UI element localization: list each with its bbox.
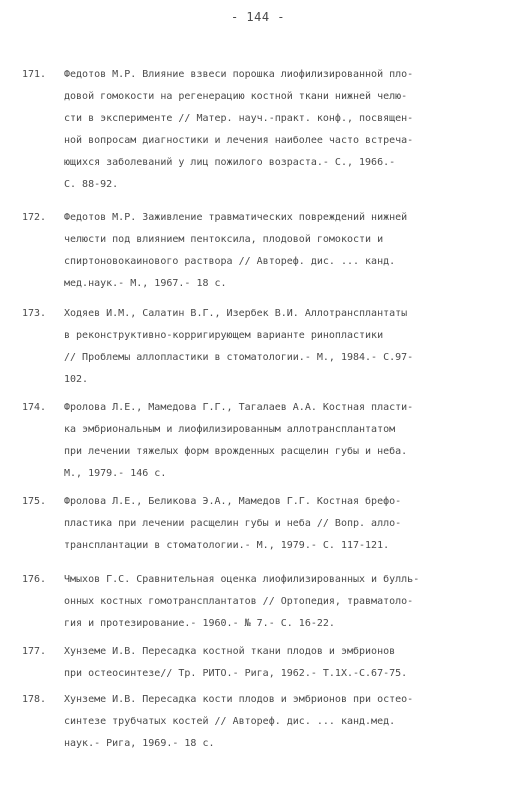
entry-number: 176. [22, 574, 47, 585]
entry-line: сти в эксперименте // Матер. науч.-практ. конф., посвящен- [64, 113, 414, 124]
entry-line: при остеосинтезе// Тр. РИТО.- Рига, 1962.- Т.1Х.-С.67-75. [64, 668, 408, 679]
entry-line: Фролова Л.Е., Мамедова Г.Г., Тагалаев А.А. Костная пласти- [64, 402, 414, 413]
entry-line: ка эмбриональным и лиофилизированным аллотрансплантатом [64, 424, 396, 435]
entry-number: 175. [22, 496, 47, 507]
entry-line: М., 1979.- 146 с. [64, 468, 167, 479]
entry-line: наук.- Рига, 1969.- 18 с. [64, 738, 215, 749]
entry-line: ной вопросам диагностики и лечения наиболее часто встреча- [64, 135, 414, 146]
entry-line: Федотов М.Р. Заживление травматических повреждений нижней [64, 212, 408, 223]
entry-line: ющихся заболеваний у лиц пожилого возраста.- С., 1966.- [64, 157, 396, 168]
entry-line: при лечении тяжелых форм врожденных расщелин губы и неба. [64, 446, 408, 457]
entry-line: Ходяев И.М., Салатин В.Г., Изербек В.И. Аллотрансплантаты [64, 308, 408, 319]
page-number: - 144 - [230, 10, 286, 24]
entry-line: // Проблемы аллопластики в стоматологии.- М., 1984.- С.97- [64, 352, 414, 363]
entry-line: гия и протезирование.- 1960.- № 7.- С. 16-22. [64, 618, 335, 629]
entry-line: Чмыхов Г.С. Сравнительная оценка лиофилизированных и булль- [64, 574, 420, 585]
entry-line: спиртоновокаинового раствора // Автореф. дис. ... канд. [64, 256, 396, 267]
entry-number: 172. [22, 212, 47, 223]
entry-number: 173. [22, 308, 47, 319]
entry-line: С. 88-92. [64, 179, 119, 190]
entry-line: 102. [64, 374, 89, 385]
entry-line: Хунземе И.В. Пересадка кости плодов и эмбрионов при остео- [64, 694, 414, 705]
entry-line: синтезе трубчатых костей // Автореф. дис. ... канд.мед. [64, 716, 396, 727]
entry-line: онных костных гомотрансплантатов // Ортопедия, травматоло- [64, 596, 414, 607]
entry-line: довой гомокости на регенерацию костной ткани нижней челю- [64, 91, 408, 102]
entry-line: трансплантации в стоматологии.- М., 1979.- С. 117-121. [64, 540, 390, 551]
entry-number: 171. [22, 69, 47, 80]
entry-line: пластика при лечении расщелин губы и неба // Вопр. алло- [64, 518, 402, 529]
entry-line: Хунземе И.В. Пересадка костной ткани плодов и эмбрионов [64, 646, 396, 657]
entry-number: 174. [22, 402, 47, 413]
entry-number: 178. [22, 694, 47, 705]
entry-line: Федотов М.Р. Влияние взвеси порошка лиофилизированной пло- [64, 69, 414, 80]
entry-line: челюсти под влиянием пентоксила, плодовой гомокости и [64, 234, 384, 245]
entry-line: мед.наук.- М., 1967.- 18 с. [64, 278, 227, 289]
entry-number: 177. [22, 646, 47, 657]
entry-line: в реконструктивно-корригирующем варианте ринопластики [64, 330, 384, 341]
entry-line: Фролова Л.Е., Беликова Э.А., Мамедов Г.Г. Костная брефо- [64, 496, 402, 507]
